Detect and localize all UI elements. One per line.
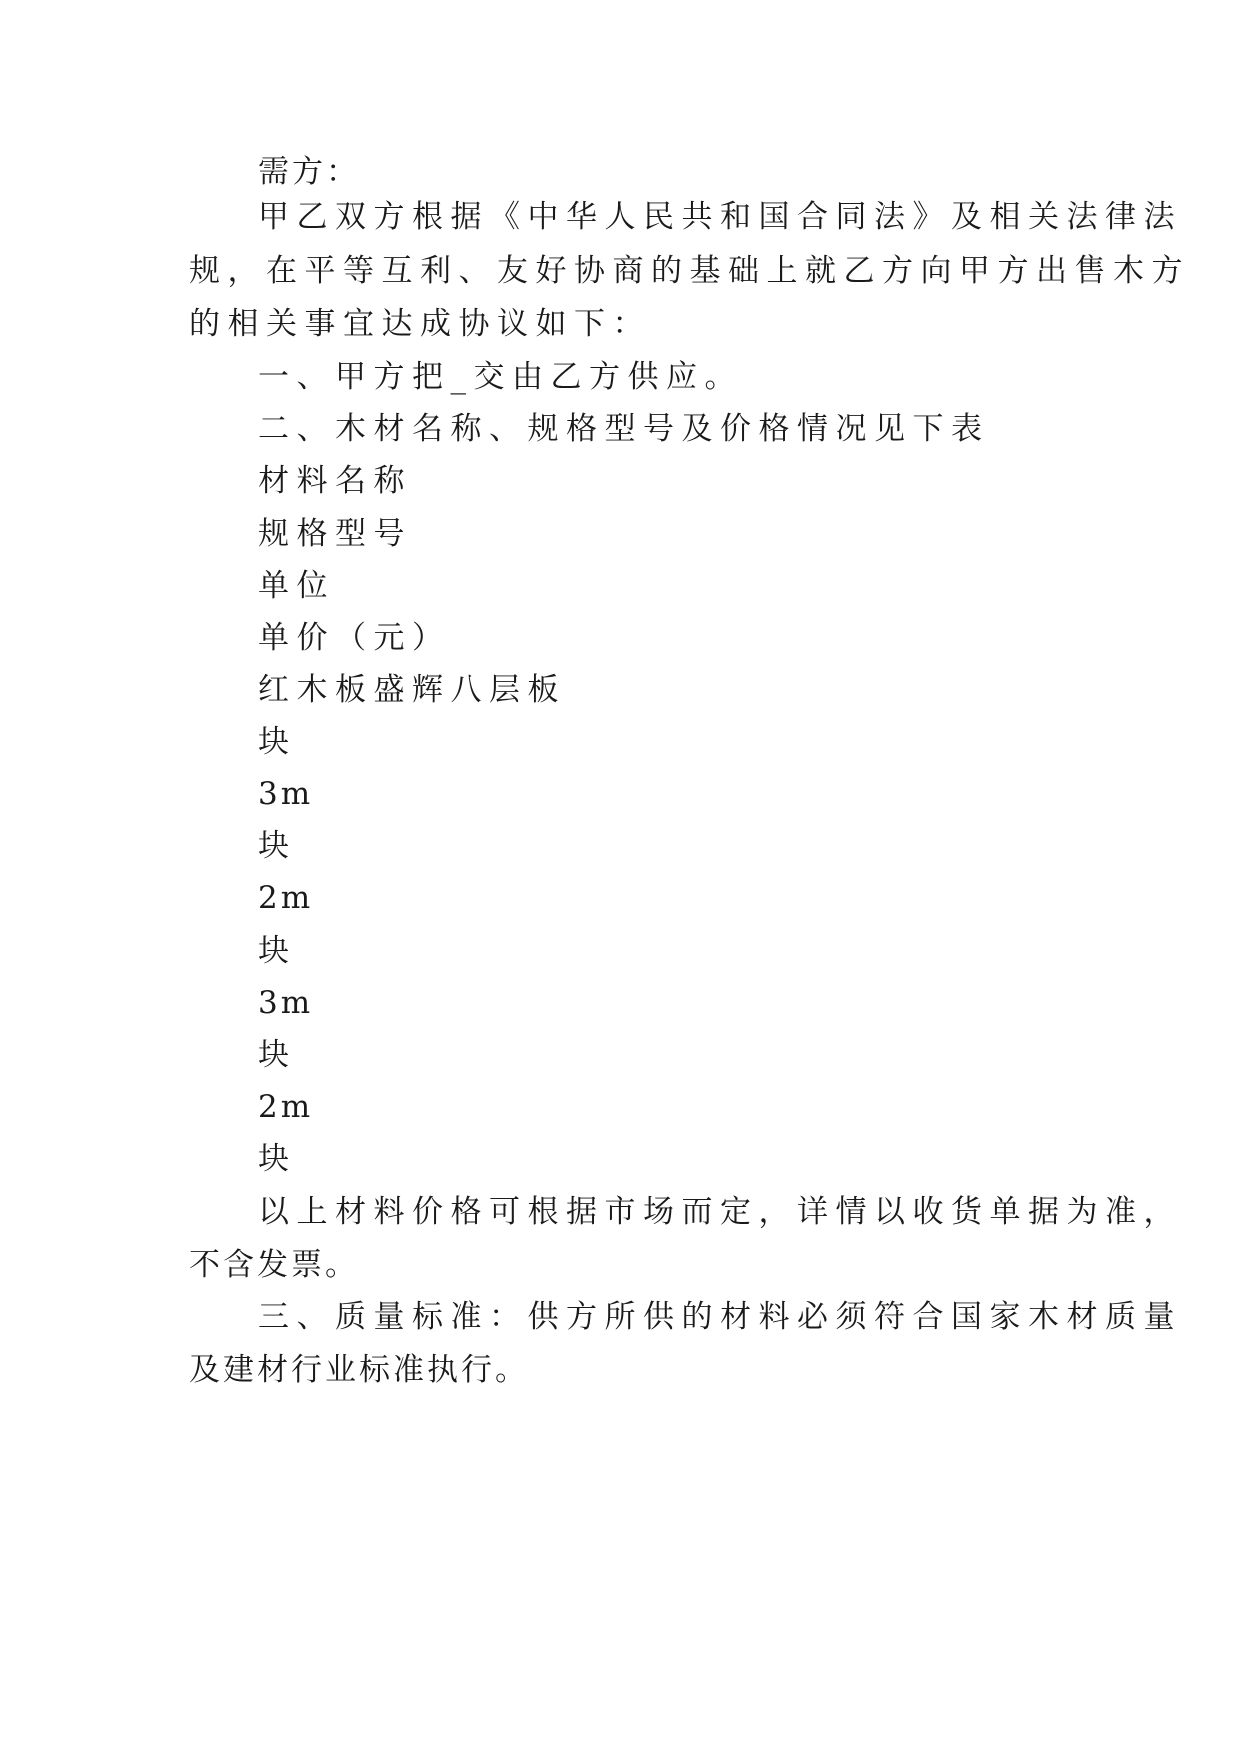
table-line: 块 <box>258 1037 292 1073</box>
table-line: 3m <box>258 776 314 812</box>
intro-paragraph-line-3: 的相关事宜达成协议如下： <box>189 306 651 342</box>
table-line: 单价（元） <box>258 620 451 656</box>
clause-1: 一、甲方把_交由乙方供应。 <box>258 359 743 395</box>
table-line: 红木板盛辉八层板 <box>258 672 566 708</box>
table-line: 块 <box>258 1141 292 1177</box>
table-line: 块 <box>258 724 292 760</box>
table-line: 规格型号 <box>258 516 412 552</box>
intro-paragraph-line-1: 甲乙双方根据《中华人民共和国合同法》及相关法律法 <box>258 199 1182 235</box>
clause-3-line-2: 及建材行业标准执行。 <box>189 1352 529 1388</box>
table-line: 2m <box>258 1089 314 1125</box>
table-line: 2m <box>258 880 314 916</box>
table-line: 块 <box>258 828 292 864</box>
price-note-line-1: 以上材料价格可根据市场而定，详情以收货单据为准， <box>258 1194 1182 1230</box>
table-line: 单位 <box>258 568 335 604</box>
table-line: 块 <box>258 933 292 969</box>
intro-paragraph-line-2: 规，在平等互利、友好协商的基础上就乙方向甲方出售木方 <box>189 253 1190 289</box>
price-note-line-2: 不含发票。 <box>189 1247 359 1283</box>
clause-2: 二、木材名称、规格型号及价格情况见下表 <box>258 411 990 447</box>
clause-3-line-1: 三、质量标准：供方所供的材料必须符合国家木材质量 <box>258 1299 1182 1335</box>
table-line: 材料名称 <box>258 463 412 499</box>
table-line: 3m <box>258 985 314 1021</box>
buyer-label: 需方： <box>258 154 360 190</box>
